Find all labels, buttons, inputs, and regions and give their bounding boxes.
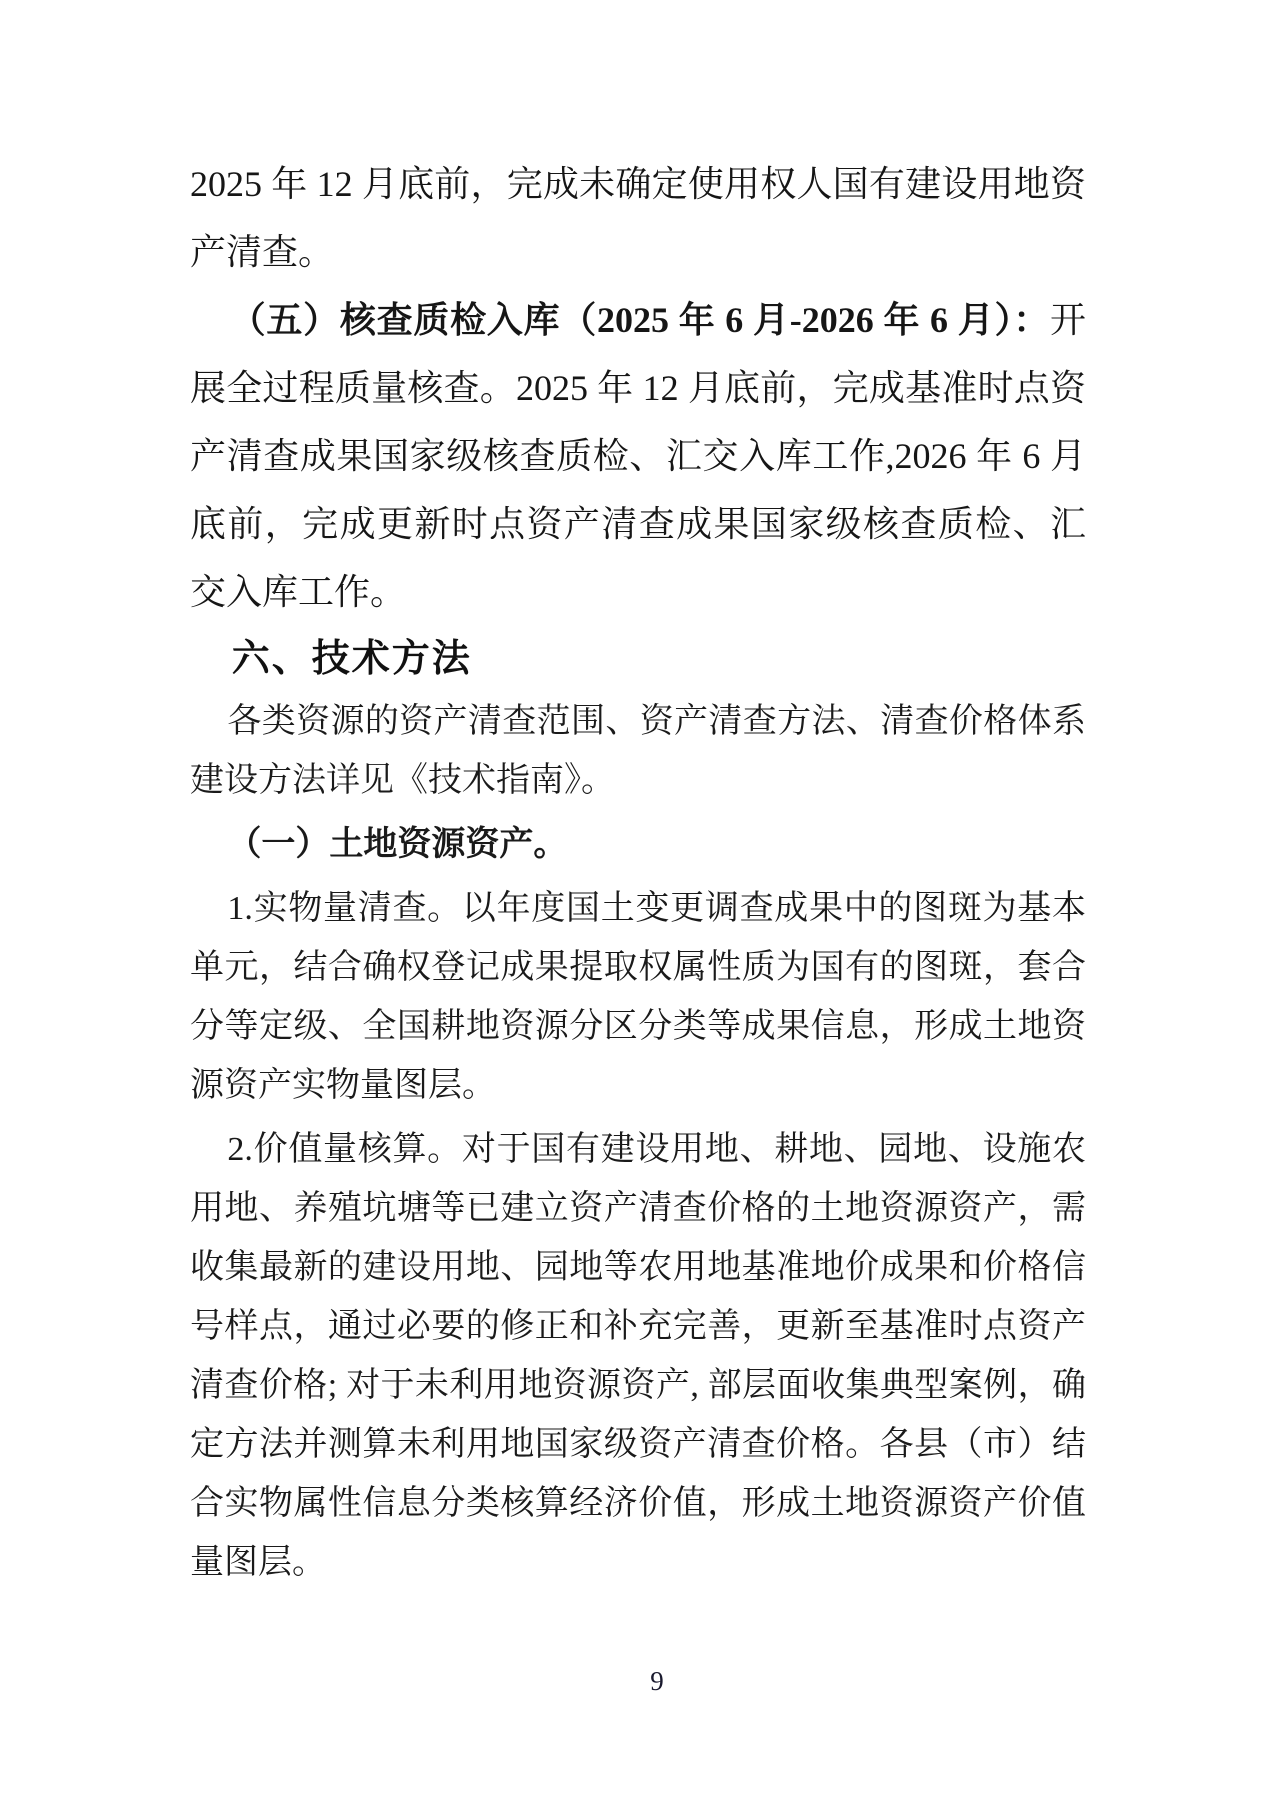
paragraph-item1-physical-inventory: 1.实物量清查。以年度国土变更调查成果中的图斑为基本单元，结合确权登记成果提取权属性质为国有的图斑，套合分等定级、全国耕地资源分区分类等成果信息，形成土地资源资产实物量图层。 xyxy=(190,890,1086,1104)
paragraph-section6-intro: 各类资源的资产清查范围、资产清查方法、清查价格体系建设方法详见《技术指南》。 xyxy=(190,703,1086,799)
item5-lead-bold: （五）核查质检入库（2025 年 6 月-2026 年 6 月）： xyxy=(229,300,1050,340)
page-footer xyxy=(0,1666,1280,1697)
document-body xyxy=(190,150,1086,1597)
item5-body: 开展全过程质量核查。2025 年 12 月底前，完成基准时点资产清查成果国家级核查质检、汇交入库工作,2026 年 6 月底前，完成更新时点资产清查成果国家级核查质检、汇交入库工作。 xyxy=(190,300,1086,612)
section-6-heading: 六、技术方法 xyxy=(231,638,472,680)
paragraph-continuation: 2025 年 12 月底前，完成未确定使用权人国有建设用地资产清查。 xyxy=(190,164,1086,272)
paragraph-item2-value-accounting: 2.价值量核算。对于国有建设用地、耕地、园地、设施农用地、养殖坑塘等已建立资产清查价格的土地资源资产，需收集最新的建设用地、园地等农用地基准地价成果和价格信号样点，通过必要的修正和补充完善，更新至基准时点资产清查价格; 对于未利用地资源资产, 部层面收集典型案例，确定方法并测算未利用地国家级资产清查价格。各县（市）结合实物属性信息分类核算经济价值，形成土地资源资产价值量图层。 xyxy=(190,1131,1086,1581)
page-number: 9 xyxy=(650,1666,664,1696)
paragraph-item5 xyxy=(190,286,1086,626)
subsection-1-heading: （一）土地资源资产。 xyxy=(227,826,568,863)
